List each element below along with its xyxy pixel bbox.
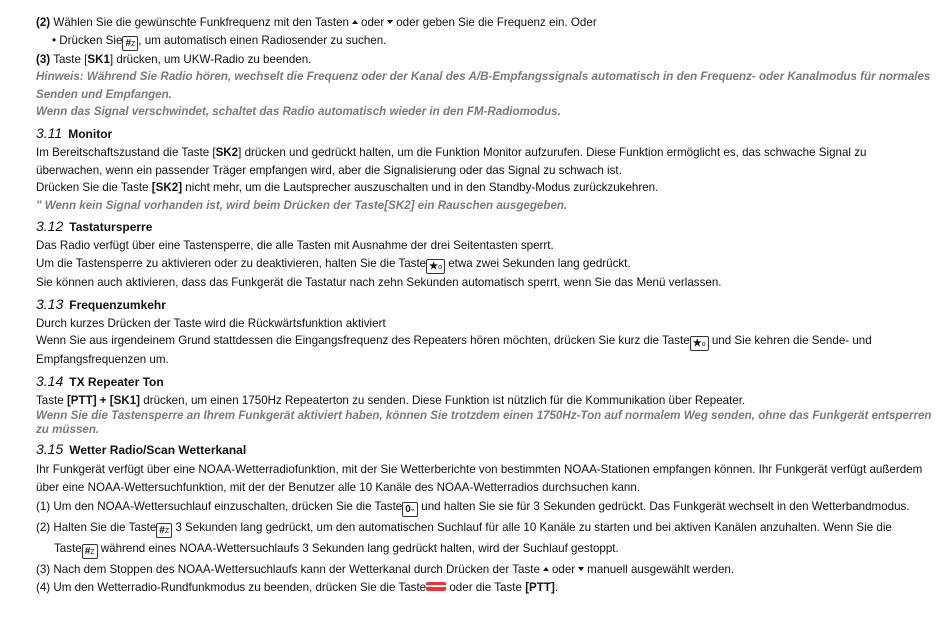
step-2-bullet: • Drücken Sie #Z , um automatisch einen Radiosender zu suchen. (52, 33, 387, 49)
manual-page (36, 14, 932, 597)
section-heading-3-15: 3.15 Wetter Radio/Scan Wetterkanal (36, 441, 247, 458)
tone-note-2: zu müssen. (36, 423, 100, 437)
section-heading-3-14: 3.14 TX Repeater Ton (36, 372, 164, 389)
reverse-p1: Durch kurzes Drücken der Taste wird die Rückwärtsfunktion aktiviert (36, 316, 386, 330)
menu-key-icon (426, 582, 446, 591)
weather-item-4: (4) Um den Wetterradio-Rundfunkmodus zu beenden, drücken Sie die Taste oder die Taste [PTT]. (36, 581, 559, 595)
arrow-up-icon (543, 567, 549, 571)
weather-p2: über eine NOAA-Wettersuchfunktion, mit der der Benutzer alle 10 Kanäle des NOAA-Wetterradios durchsuchen kann. (36, 481, 641, 495)
tone-p1: Taste [PTT] + [SK1] drücken, um einen 1750Hz Repeaterton zu senden. Diese Funktion ist nützlich für die Kommunikation über Repeater. (36, 393, 746, 407)
step-3: (3) Taste [SK1] drücken, um UKW-Radio zu beenden. (36, 52, 312, 66)
monitor-p2: überwachen, wenn ein passender Träger empfangen wird, aber die Signalisierung oder das Signal zu schwach ist. (36, 163, 622, 177)
section-heading-3-11: 3.11 Monitor (36, 124, 113, 141)
star-key-icon: ★o (690, 336, 709, 351)
reverse-p2: Wenn Sie aus irgendeinem Grund stattdessen die Eingangsfrequenz des Repeaters hören möchten, drücken Sie kurz die Taste ★o und Sie kehren die Sende- und (36, 334, 872, 350)
lock-p2: Um die Tastensperre zu aktivieren oder zu deaktivieren, halten Sie die Taste ★o etwa zwei Sekunden lang gedrückt. (36, 256, 631, 272)
arrow-down-icon (578, 567, 584, 571)
weather-item-3: (3) Nach dem Stoppen des NOAA-Wettersuchlaufs kann der Wetterkanal durch Drücken der Taste oder manuell ausgewählt werden. (36, 563, 735, 577)
arrow-down-icon (387, 20, 393, 24)
lock-p3: Sie können auch aktivieren, dass das Funkgerät die Tastatur nach zehn Sekunden automatisch sperrt, wenn Sie das Menü verlassen. (36, 275, 722, 289)
monitor-p3: Drücken Sie die Taste [SK2] nicht mehr, um die Lautsprecher auszuschalten und in den Standby-Modus zurückzukehren. (36, 181, 659, 195)
step-2: (2) Wählen Sie die gewünschte Funkfrequenz mit den Tasten oder oder geben Sie die Frequenz ein. Oder (36, 16, 597, 29)
monitor-p1: Im Bereitschaftszustand die Taste [SK2] drücken und gedrückt halten, um die Funktion Monitor aufzurufen. Diese Funktion ermöglicht es, das schwache Signal zu (36, 145, 867, 159)
hash-key-icon: #Z (82, 544, 98, 559)
star-key-icon: ★o (426, 259, 445, 274)
hint-line-2: Senden und Empfangen. (36, 87, 172, 101)
tone-note-1: Wenn Sie die Tastensperre an Ihrem Funkgerät aktiviert haben, können Sie trotzdem einen 1750Hz-Ton auf normalem Weg senden, ohne das Funkgerät entsperren (36, 409, 932, 423)
hint-line-3: Wenn das Signal verschwindet, schaltet das Radio automatisch wieder in den FM-Radiomodus. (36, 105, 561, 119)
hash-key-icon: #Z (156, 523, 172, 538)
weather-item-2: (2) Halten Sie die Taste #Z 3 Sekunden lang gedrückt, um den automatischen Suchlauf für alle 10 Kanäle zu starten und bei aktiven Kanälen anzuhalten. Wenn Sie die (36, 521, 892, 537)
section-heading-3-12: 3.12 Tastatursperre (36, 218, 153, 235)
reverse-p3: Empfangsfrequenzen um. (36, 353, 169, 367)
arrow-up-icon (352, 20, 358, 24)
lock-p1: Das Radio verfügt über eine Tastensperre, die alle Tasten mit Ausnahme der drei Seitentasten sperrt. (36, 239, 554, 253)
hash-key-icon: #Z (122, 36, 138, 51)
zero-key-icon: 0⌁ (402, 502, 418, 517)
monitor-note: " Wenn kein Signal vorhanden ist, wird beim Drücken der Taste[SK2] ein Rauschen ausgegeben. (36, 198, 568, 212)
weather-item-1: (1) Um den NOAA-Wettersuchlauf einzuschalten, drücken Sie die Taste 0⌁ und halten Sie sie für 3 Sekunden gedrückt. Das Funkgerät wechselt in den Wetterbandmodus. (36, 500, 910, 516)
weather-item-2-cont: Taste #Z während eines NOAA-Wettersuchlaufs 3 Sekunden lang gedrückt halten, wird der Suchlauf gestoppt. (54, 542, 619, 558)
hint-line-1: Hinweis: Während Sie Radio hören, wechselt die Frequenz oder der Kanal des A/B-Empfangssignals automatisch in den Frequenz- oder Kanalmodus für normales (36, 70, 931, 84)
section-heading-3-13: 3.13 Frequenzumkehr (36, 295, 166, 312)
weather-p1: Ihr Funkgerät verfügt über eine NOAA-Wetterradiofunktion, mit der Sie Wetterberichte von bestimmten NOAA-Stationen empfangen können. Ihr Funkgerät verfügt außerdem (36, 463, 923, 477)
